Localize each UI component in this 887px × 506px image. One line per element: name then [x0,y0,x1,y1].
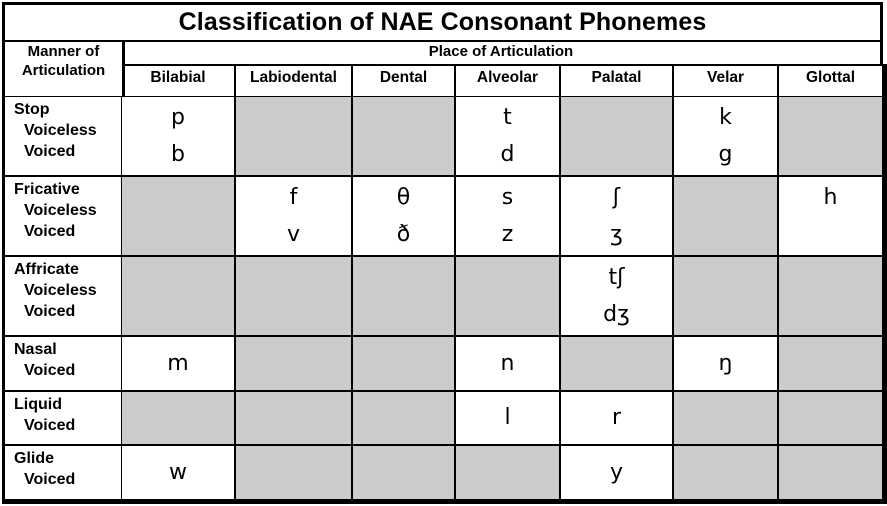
cell-stop-bilabial [122,97,236,177]
phoneme-symbol: y [609,459,624,485]
cell-stop-velar [674,97,779,177]
cell-affricate-dental [353,257,456,337]
cell-fricative-velar [674,177,779,257]
manner-name: Affricate [14,261,79,278]
cell-liquid-bilabial [122,392,236,446]
phoneme-symbol: b [171,142,185,167]
column-header-velar: Velar [674,64,779,99]
phoneme-symbol: tʃ [608,265,625,290]
phoneme-symbol: p [171,105,185,130]
cell-affricate-velar [674,257,779,337]
column-header-labiodental: Labiodental [236,64,353,99]
cell-glide-glottal [779,446,887,504]
cell-glide-alveolar [456,446,561,504]
phoneme-symbol: m [167,350,189,376]
cell-nasal-labiodental [236,337,353,392]
cell-glide-dental [353,446,456,504]
phoneme-symbol: ŋ [718,350,733,376]
column-header-palatal: Palatal [561,64,674,99]
phoneme-symbol: n [500,350,515,376]
manner-name: Glide [14,450,55,467]
cell-fricative-dental [353,177,456,257]
cell-nasal-palatal [561,337,674,392]
cell-glide-labiodental [236,446,353,504]
voicing-label: Voiced [24,362,76,379]
phoneme-symbol: s [501,185,514,210]
phoneme-symbol: θ [396,185,411,210]
cell-glide-bilabial [122,446,236,504]
phoneme-symbol: d [500,142,515,167]
cell-nasal-alveolar [456,337,561,392]
voicing-label: Voiceless [24,122,97,139]
phoneme-symbol: k [719,105,732,130]
phoneme-symbol: w [169,459,187,485]
cell-stop-dental [353,97,456,177]
cell-liquid-palatal [561,392,674,446]
column-header-bilabial: Bilabial [122,64,236,99]
cell-fricative-bilabial [122,177,236,257]
phoneme-symbol: t [503,105,512,130]
cell-affricate-bilabial [122,257,236,337]
cell-glide-velar [674,446,779,504]
manner-name: Fricative [14,181,80,198]
row-label-nasal [2,337,125,392]
cell-fricative-palatal [561,177,674,257]
cell-affricate-glottal [779,257,887,337]
manner-name: Nasal [14,341,57,358]
cell-nasal-velar [674,337,779,392]
manner-header-line-2: Articulation [21,62,106,79]
phoneme-symbol: dʒ [603,302,630,327]
voicing-label: Voiced [24,143,76,160]
voicing-label: Voiceless [24,202,97,219]
voicing-label: Voiced [24,417,76,434]
phoneme-symbol: v [286,222,301,247]
manner-name: Liquid [14,396,62,413]
row-label-fricative [2,177,125,257]
phoneme-symbol: ʃ [612,185,621,210]
table-title: Classification of NAE Consonant Phonemes [2,2,883,42]
cell-affricate-palatal [561,257,674,337]
place-of-articulation-header: Place of Articulation [122,40,883,66]
cell-stop-glottal [779,97,887,177]
phoneme-symbol: l [504,405,511,430]
manner-header-line-1: Manner of [27,43,100,60]
cell-liquid-velar [674,392,779,446]
cell-liquid-glottal [779,392,887,446]
cell-fricative-glottal [779,177,887,257]
phoneme-symbol: z [501,222,514,247]
cell-fricative-alveolar [456,177,561,257]
row-label-stop [2,97,125,177]
voicing-label: Voiceless [24,282,97,299]
phoneme-symbol: ð [396,222,411,247]
cell-affricate-labiodental [236,257,353,337]
phoneme-symbol: h [823,185,838,210]
manner-of-articulation-header [2,40,125,99]
cell-stop-palatal [561,97,674,177]
cell-stop-alveolar [456,97,561,177]
cell-stop-labiodental [236,97,353,177]
voicing-label: Voiced [24,223,76,240]
manner-name: Stop [14,101,50,118]
cell-affricate-alveolar [456,257,561,337]
row-label-glide [2,446,125,504]
phoneme-symbol: f [289,185,298,210]
row-label-liquid [2,392,125,446]
cell-liquid-labiodental [236,392,353,446]
cell-glide-palatal [561,446,674,504]
cell-nasal-dental [353,337,456,392]
cell-nasal-glottal [779,337,887,392]
column-header-dental: Dental [353,64,456,99]
voicing-label: Voiced [24,471,76,488]
phoneme-symbol: ʒ [610,222,623,247]
cell-nasal-bilabial [122,337,236,392]
cell-liquid-alveolar [456,392,561,446]
voicing-label: Voiced [24,303,76,320]
cell-liquid-dental [353,392,456,446]
cell-fricative-labiodental [236,177,353,257]
column-header-alveolar: Alveolar [456,64,561,99]
phoneme-symbol: g [718,142,733,167]
row-label-affricate [2,257,125,337]
column-header-glottal: Glottal [779,64,887,99]
phoneme-symbol: r [611,405,622,430]
